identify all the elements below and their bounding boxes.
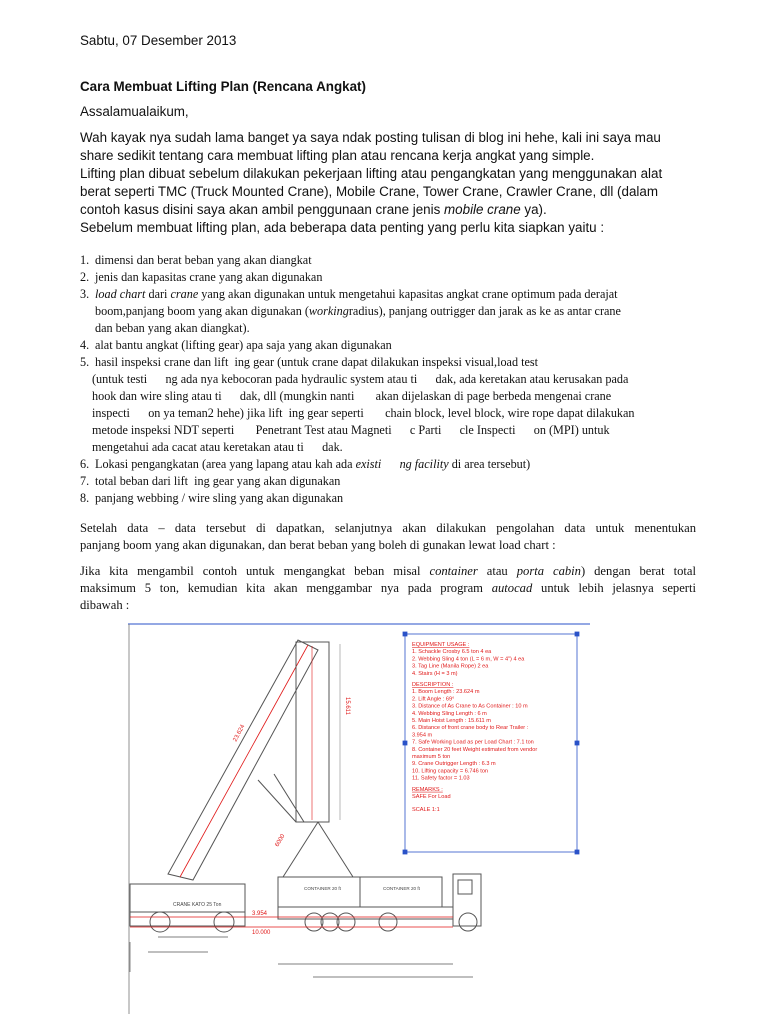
description-item: 6. Distance of front crane body to Rear Trailer : — [412, 725, 529, 732]
description-text — [412, 642, 537, 813]
intro-line: share sedikit tentang cara membuat lifting plan atau rencana kerja angkat yang simple. — [80, 148, 595, 163]
suspended-container — [296, 642, 340, 822]
list-item: mengetahui ada cacat atau keretakan atau ti dak. — [92, 440, 343, 454]
post-title: Cara Membuat Lifting Plan (Rencana Angkat) — [80, 79, 366, 94]
sling-lines — [258, 774, 353, 877]
intro-paragraph — [80, 129, 696, 237]
paragraph-line: maksimum 5 ton, kemudian kita akan menggambar nya pada program autocad untuk lebih jelasnya seperti — [80, 581, 696, 595]
intro-line: Lifting plan dibuat sebelum dilakukan pekerjaan lifting atau pengangkatan yang menggunakan alat — [80, 166, 663, 181]
dimension-a: 3.954 — [252, 911, 268, 917]
crane-truck — [130, 884, 245, 932]
description-item: 11. Safety factor = 1.03 — [412, 775, 470, 782]
boom-dimension: 23.624 — [232, 723, 247, 743]
equipment-title: EQUIPMENT USAGE : — [412, 642, 470, 648]
intro-line: Wah kayak nya sudah lama banget ya saya ndak posting tulisan di blog ini hehe, kali ini saya mau — [80, 130, 661, 145]
list-item: metode inspeksi NDT seperti Penetrant Test atau Magneti c Parti cle Inspecti on (MPI) untuk — [92, 423, 610, 437]
equipment-item: 4. Stairs (H = 3 m) — [412, 670, 458, 677]
paragraph-line: Setelah data – data tersebut di dapatkan, selanjutnya akan dilakukan pengolahan data untuk menentukan — [80, 521, 696, 535]
list-item: 3. load chart dari crane yang akan digunakan untuk mengetahui kapasitas angkat crane optimum pada derajat — [80, 287, 618, 301]
paragraph-line: dibawah : — [80, 598, 130, 612]
description-item: 4. Webbing Sling Length : 6 m — [412, 710, 487, 717]
description-item: 10. Lifting capacity = 6.746 ton — [412, 768, 489, 775]
list-item: 4. alat bantu angkat (lifting gear) apa saja yang akan digunakan — [80, 338, 392, 352]
list-item: boom,panjang boom yang akan digunakan ( working radius), panjang outrigger dan jarak as ke as antar crane — [95, 304, 621, 318]
list-item: 5. hasil inspeksi crane dan lift ing gear (untuk crane dapat dilakukan inspeksi visual,load test — [80, 355, 539, 369]
description-item: 3. Distance of As Crane to As Container : 10 m — [412, 703, 528, 710]
paragraph-line: Jika kita mengambil contoh untuk mengangkat beban misal container atau porta cabin) dengan berat total — [80, 564, 697, 578]
container-label: CONTAINER 20 ft — [304, 886, 341, 891]
remarks-title: REMARKS : — [412, 786, 443, 793]
list-item: hook dan wire sling atau ti dak, dll (mungkin nanti akan dijelaskan di page berbeda mengenai crane — [92, 389, 612, 403]
remarks-text: SAFE For Load — [412, 794, 451, 800]
processing-paragraph — [80, 520, 696, 554]
description-item: 5. Main Hoist Length : 15.611 m — [412, 718, 491, 724]
sling-dimension: 6000 — [274, 833, 287, 848]
description-item: maximum 5 ton — [412, 754, 451, 760]
description-item: 2. Lift Angle : 69° — [412, 696, 455, 703]
list-item: 1. dimensi dan berat beban yang akan diangkat — [80, 253, 312, 267]
dimension-b: 10.000 — [252, 930, 271, 936]
trailer-truck — [278, 874, 481, 931]
list-item: inspecti on ya teman2 hehe) jika lift ing gear seperti chain block, level block, wire rope dapat dilakukan — [92, 406, 635, 420]
list-item: 6. Lokasi pengangkatan (area yang lapang atau kah ada existi ng facility di area tersebut) — [80, 457, 531, 471]
description-item: 1. Boom Length : 23.624 m — [412, 689, 480, 696]
list-item: 2. jenis dan kapasitas crane yang akan digunakan — [80, 270, 323, 284]
equipment-item: 3. Tag Line (Manila Rope) 2 ea — [412, 663, 489, 670]
paragraph-line: panjang boom yang akan digunakan, dan berat beban yang boleh di gunakan lewat load chart : — [80, 538, 556, 552]
description-item: 3.954 m — [412, 732, 433, 739]
list-item: 7. total beban dari lift ing gear yang akan digunakan — [80, 474, 341, 488]
scale-text: SCALE 1:1 — [412, 807, 440, 814]
list-item: dan beban yang akan diangkat). — [95, 321, 250, 335]
list-item: 8. panjang webbing / wire sling yang akan digunakan — [80, 491, 344, 505]
crane-label: CRANE KATO 25 Ton — [173, 902, 222, 908]
requirements-list — [80, 252, 696, 507]
intro-line: Sebelum membuat lifting plan, ada beberapa data penting yang perlu kita siapkan yaitu : — [80, 220, 605, 235]
greeting: Assalamualaikum, — [80, 104, 189, 119]
lifting-plan-drawing — [128, 622, 590, 1014]
equipment-item: 1. Schackle Crosby 6.5 ton 4 ea — [412, 649, 492, 656]
description-item: 8. Container 20 feet Weight estimated from vendor — [412, 746, 538, 753]
list-item: (untuk testi ng ada nya kebocoran pada hydraulic system atau ti dak, ada keretakan atau kerusakan pada — [92, 372, 629, 386]
example-paragraph — [80, 563, 696, 614]
hoist-dimension: 15.611 — [344, 697, 350, 715]
container-label: CONTAINER 20 ft — [383, 886, 420, 891]
post-date: Sabtu, 07 Desember 2013 — [80, 33, 237, 48]
description-title: DESCRIPTION : — [412, 682, 454, 688]
intro-line: berat seperti TMC (Truck Mounted Crane), Mobile Crane, Tower Crane, Crawler Crane, dll (dalam — [80, 184, 658, 199]
intro-line: contoh kasus disini saya akan ambil penggunaan crane jenis mobile crane ya). — [80, 202, 547, 217]
description-item: 7. Safe Working Load as per Load Chart : 7.1 ton — [412, 739, 534, 746]
description-item: 9. Crane Outrigger Length : 6.3 m — [412, 761, 496, 768]
equipment-item: 2. Webbing Sling 4 ton (L = 6 m, W = 4") 4 ea — [412, 656, 525, 663]
